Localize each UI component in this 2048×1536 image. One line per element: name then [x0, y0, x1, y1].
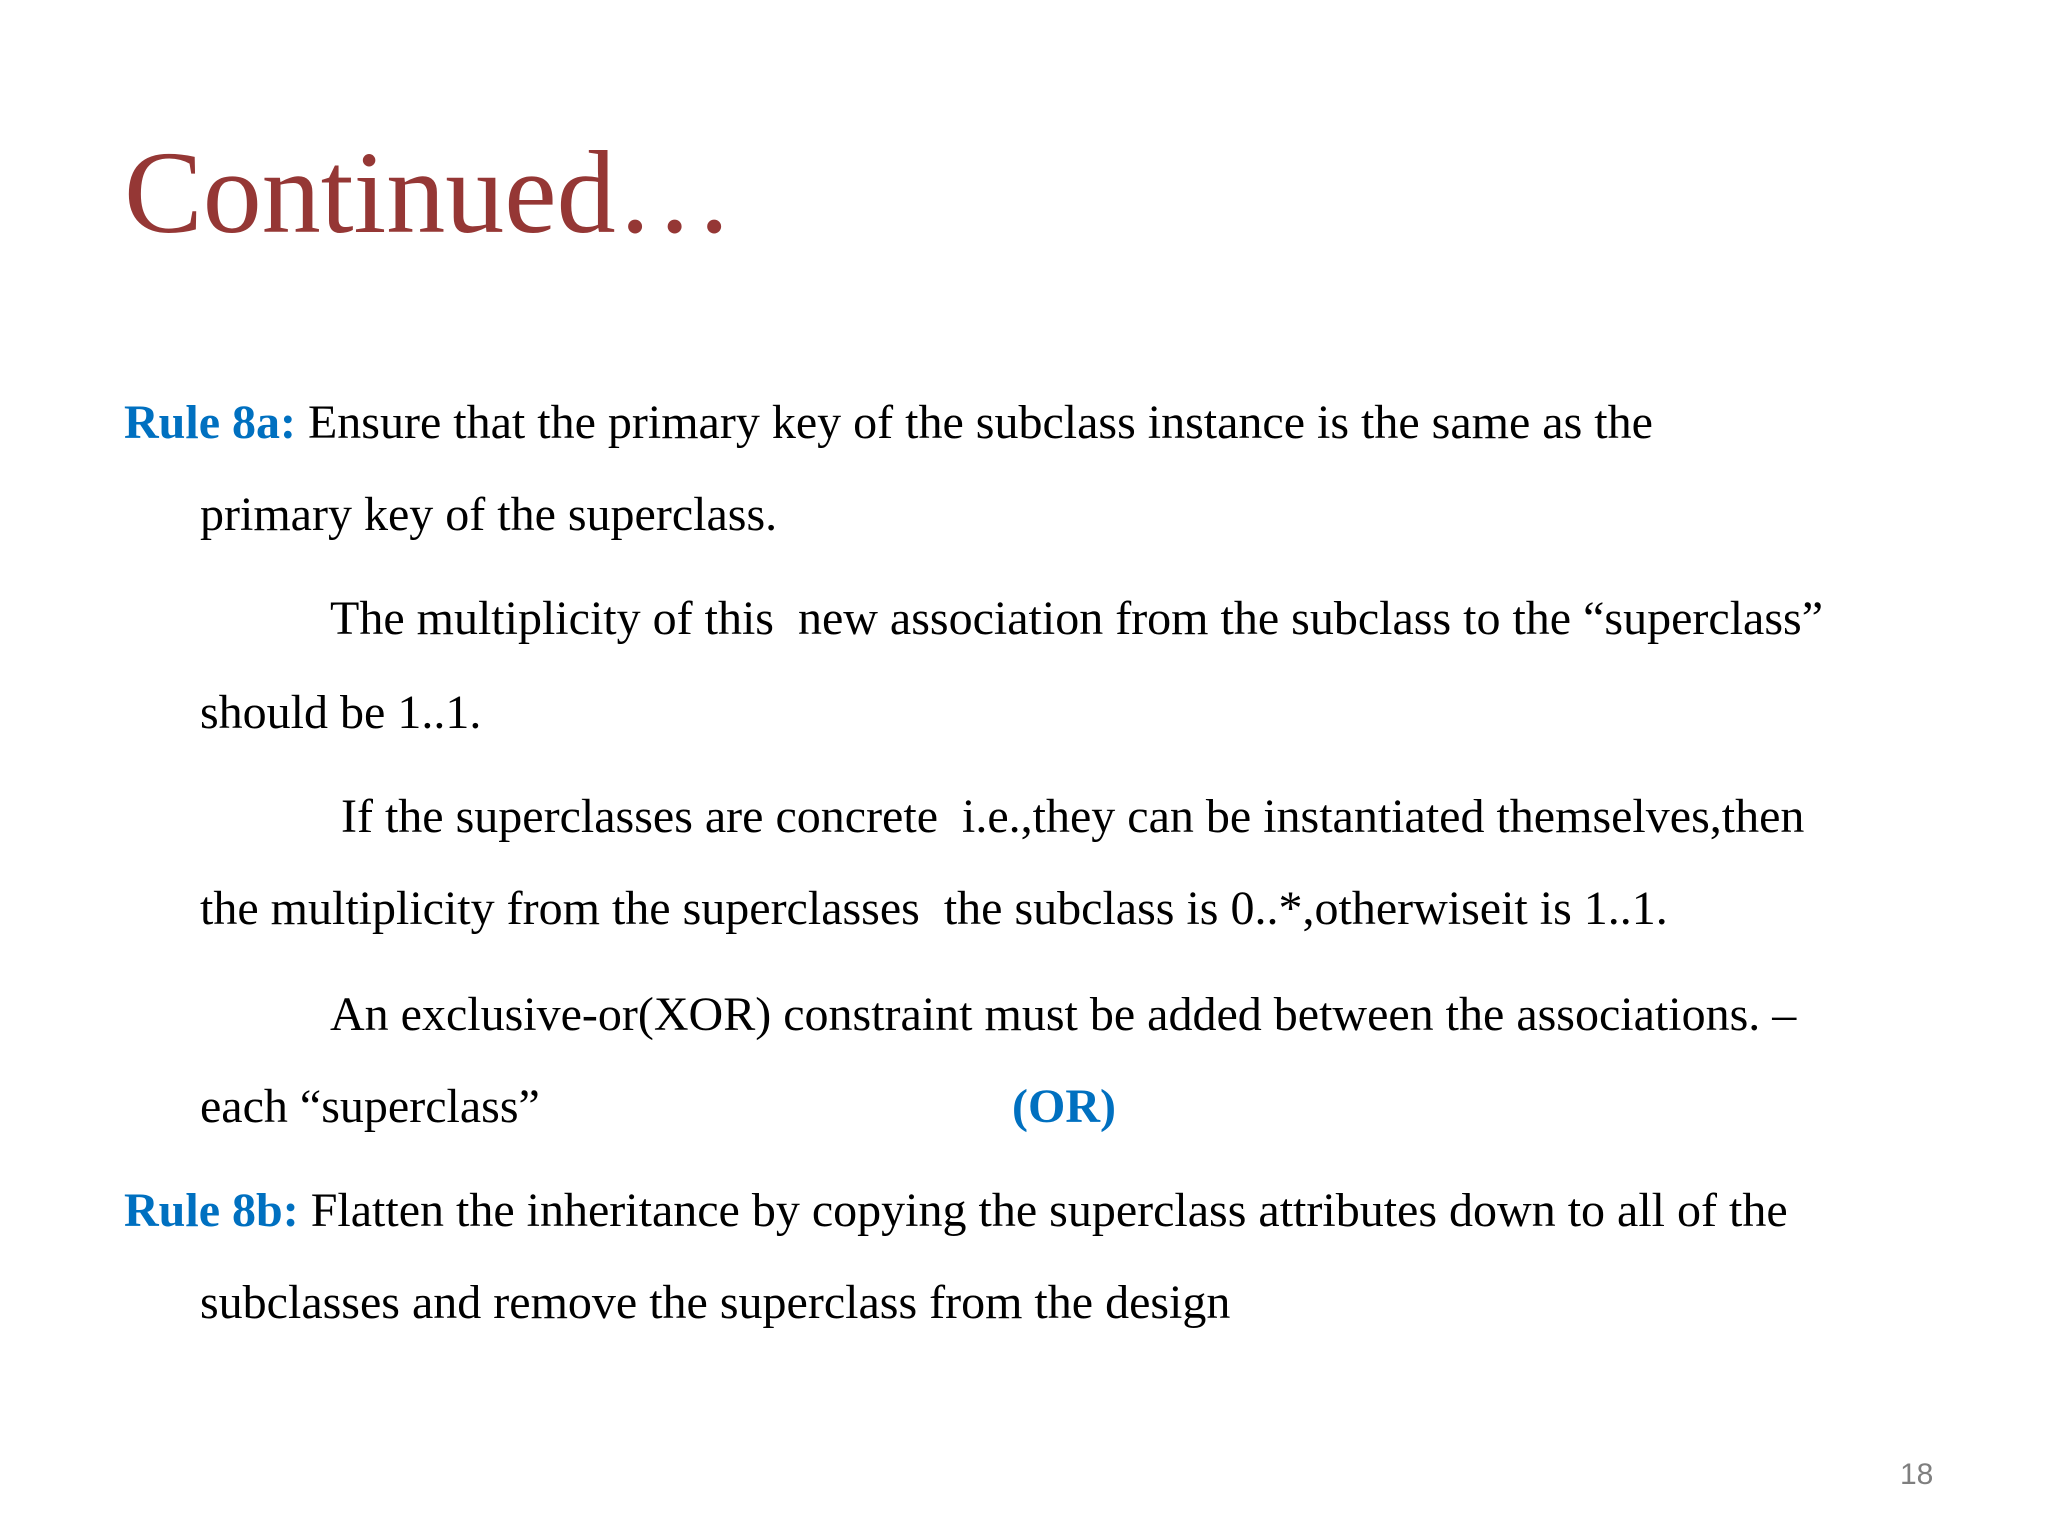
- rule-8b-label: Rule 8b:: [124, 1184, 299, 1237]
- rule-8a-line-2: primary key of the superclass.: [200, 488, 778, 541]
- rule-8a-label: Rule 8a:: [124, 396, 296, 449]
- concrete-line-2: the multiplicity from the superclasses the subclass is 0..*,otherwiseit is 1..1.: [200, 882, 1668, 935]
- concrete-line-1: If the superclasses are concrete i.e.,they can be instantiated themselves,then: [341, 790, 1805, 843]
- page-number: 18: [1900, 1458, 1934, 1491]
- rule-8a-line-1: [124, 394, 1653, 452]
- or-label: (OR): [1012, 1080, 1116, 1133]
- rule-8b-text-1: Flatten the inheritance by copying the superclass attributes down to all of the: [298, 1184, 1788, 1237]
- slide-title: Continued…: [124, 127, 734, 258]
- multiplicity-line-2: should be 1..1.: [200, 686, 482, 739]
- rule-8b-line-2: subclasses and remove the superclass from the design: [200, 1276, 1231, 1329]
- rule-8a-text-1: Ensure that the primary key of the subclass instance is the same as the: [295, 396, 1653, 449]
- xor-line-2: each “superclass”: [200, 1080, 540, 1133]
- rule-8b-line-1: [124, 1182, 1788, 1240]
- multiplicity-line-1: The multiplicity of this new association from the subclass to the “superclass”: [330, 592, 1823, 645]
- xor-line-1: An exclusive-or(XOR) constraint must be added between the associations. –: [330, 988, 1797, 1041]
